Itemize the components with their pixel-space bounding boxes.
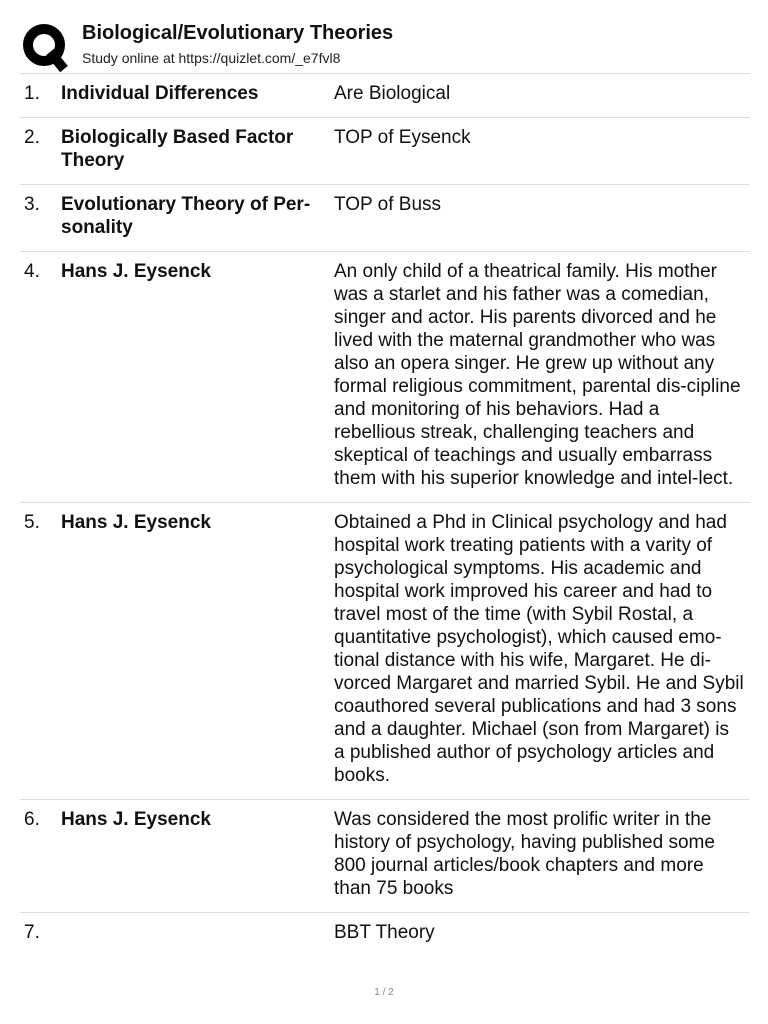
card-number: 4. bbox=[24, 261, 40, 282]
flashcard-row bbox=[20, 252, 750, 503]
card-term: Evolutionary Theory of Per-sonality bbox=[61, 194, 311, 238]
flashcard-row bbox=[20, 74, 750, 118]
card-number: 1. bbox=[24, 83, 40, 104]
card-term: Biologically Based Factor Theory bbox=[61, 127, 294, 171]
card-definition: Are Biological bbox=[334, 83, 451, 104]
flashcard-row bbox=[20, 185, 750, 252]
study-online-link-text: Study online at https://quizlet.com/_e7fvl8 bbox=[82, 50, 341, 66]
page-title: Biological/Evolutionary Theories bbox=[82, 22, 394, 44]
card-definition: BBT Theory bbox=[334, 922, 435, 943]
card-term: Hans J. Eysenck bbox=[61, 261, 211, 282]
flashcard-row bbox=[20, 118, 750, 185]
flashcard-row bbox=[20, 913, 750, 956]
card-number: 2. bbox=[24, 127, 40, 148]
card-number: 3. bbox=[24, 194, 40, 215]
card-definition: Was considered the most prolific writer in the history of psychology, having published some 800 journal articles/book chapters and more than 75 books bbox=[334, 809, 715, 899]
flashcard-row bbox=[20, 503, 750, 800]
card-term: Hans J. Eysenck bbox=[61, 809, 211, 830]
card-definition: Obtained a Phd in Clinical psychology and had hospital work treating patients with a varity of psychological symptoms. His academic and hospital work improved his career and had to travel most of the time (with Sybil Rostal, a quantitative psychologist), which caused emo-tional distance with his wife, Margaret. He di-vorced Margaret and married Sybil. He and Sybil coauthored several publications and had 3 sons and a daughter. Michael (son from Margaret) is a published author of psychology articles and books. bbox=[334, 512, 744, 786]
card-term: Individual Differences bbox=[61, 83, 259, 104]
card-number: 7. bbox=[24, 922, 40, 943]
card-definition: TOP of Eysenck bbox=[334, 127, 471, 148]
flashcard-row bbox=[20, 800, 750, 913]
card-definition: An only child of a theatrical family. His mother was a starlet and his father was a comedian, singer and actor. His parents divorced and he lived with the maternal grandmother who was also an opera singer. He grew up without any formal religious commitment, parental dis-cipline and monitoring of his behaviors. Had a rebellious streak, challenging teachers and skeptical of teachings and usually embarrass them with his superior knowledge and intel-lect. bbox=[334, 261, 741, 489]
card-number: 6. bbox=[24, 809, 40, 830]
card-term: Hans J. Eysenck bbox=[61, 512, 211, 533]
card-definition: TOP of Buss bbox=[334, 194, 442, 215]
flashcard-list bbox=[20, 73, 750, 956]
quizlet-logo-icon bbox=[20, 22, 70, 72]
card-number: 5. bbox=[24, 512, 40, 533]
card-term bbox=[61, 921, 334, 944]
page-header bbox=[20, 18, 750, 74]
page-number: 1 / 2 bbox=[374, 987, 394, 998]
